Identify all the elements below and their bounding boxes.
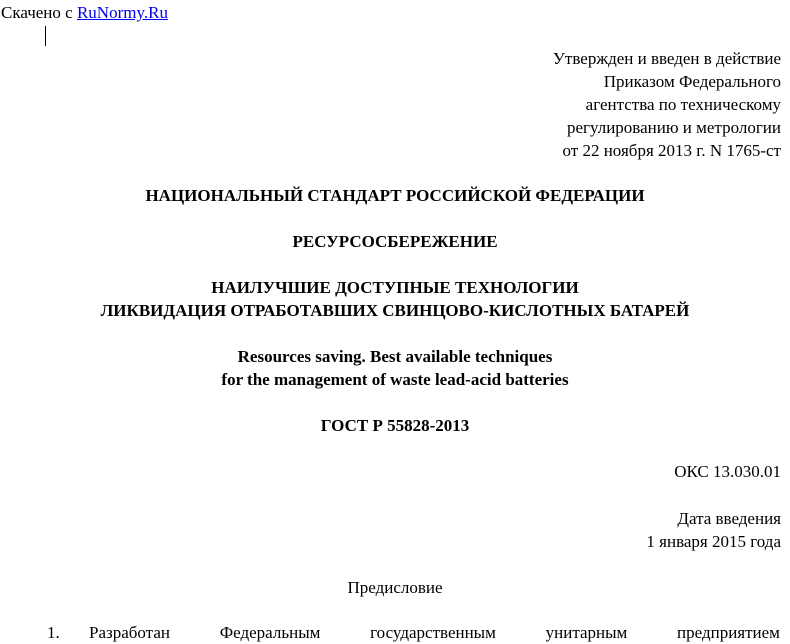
effective-date-block <box>646 507 781 553</box>
source-prefix: Скачено с <box>1 3 77 22</box>
oks-code: ОКС 13.030.01 <box>674 462 781 481</box>
approval-block <box>553 47 781 162</box>
title-line-1: НАИЛУЧШИЕ ДОСТУПНЫЕ ТЕХНОЛОГИИ <box>211 278 579 297</box>
list-word: унитарным <box>545 623 628 642</box>
approval-line: регулированию и метрологии <box>566 118 781 137</box>
list-word: Федеральным <box>219 623 321 642</box>
source-line <box>1 1 168 24</box>
approval-line: агентства по техническому <box>585 95 781 114</box>
standard-designation: ГОСТ Р 55828-2013 <box>320 416 470 435</box>
text-cursor <box>45 26 46 46</box>
list-number: 1. <box>47 623 60 642</box>
category-heading: РЕСУРСОСБЕРЕЖЕНИЕ <box>292 232 498 251</box>
title-line-2: ЛИКВИДАЦИЯ ОТРАБОТАВШИХ СВИНЦОВО-КИСЛОТНЫХ БАТАРЕЙ <box>100 301 690 320</box>
effective-date-label: Дата введения <box>677 509 781 528</box>
approval-line: Приказом Федерального <box>603 72 781 91</box>
list-word: государственным <box>370 623 496 642</box>
effective-date-value: 1 января 2015 года <box>646 532 781 551</box>
list-word: предприятием <box>677 623 780 642</box>
approval-line: Утвержден и введен в действие <box>552 49 781 68</box>
approval-line: от 22 ноября 2013 г. N 1765-ст <box>562 141 781 160</box>
source-link[interactable]: RuNormy.Ru <box>76 3 168 22</box>
english-title-line-2: for the management of waste lead-acid batteries <box>221 370 569 389</box>
national-standard-heading: НАЦИОНАЛЬНЫЙ СТАНДАРТ РОССИЙСКОЙ ФЕДЕРАЦИИ <box>145 186 645 205</box>
english-title-line-1: Resources saving. Best available techniques <box>237 347 553 366</box>
list-word: Разработан <box>89 623 170 642</box>
foreword-title: Предисловие <box>347 578 443 597</box>
